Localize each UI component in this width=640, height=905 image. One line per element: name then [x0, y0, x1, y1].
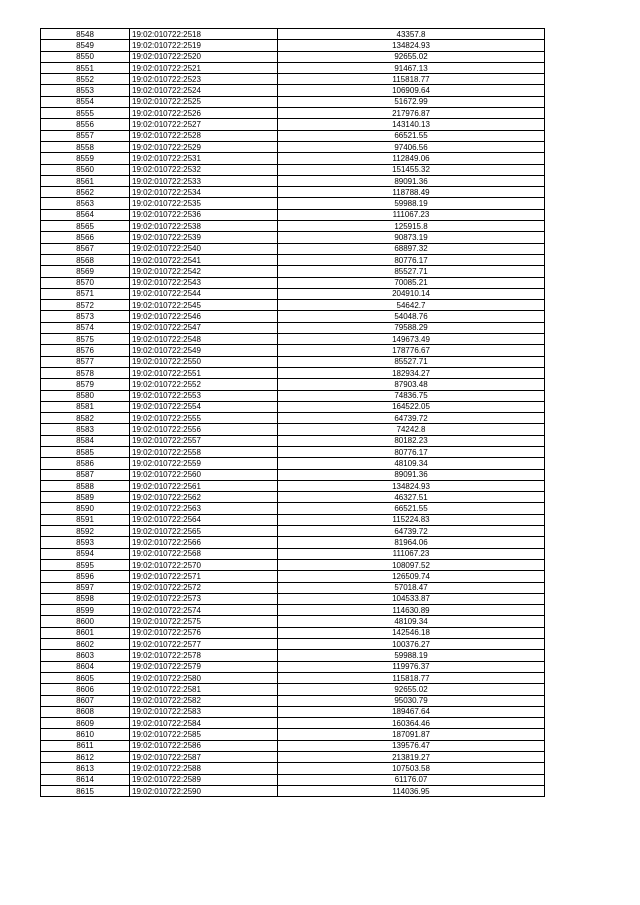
- table-row: [41, 571, 545, 582]
- cadastral-number-cell: 19:02:010722:2590: [130, 785, 278, 796]
- row-number-cell: 8591: [41, 514, 130, 525]
- cadastral-number-cell: 19:02:010722:2533: [130, 175, 278, 186]
- cadastral-number-cell: 19:02:010722:2578: [130, 650, 278, 661]
- cadastral-number-cell: 19:02:010722:2519: [130, 40, 278, 51]
- table-row: [41, 559, 545, 570]
- table-row: [41, 175, 545, 186]
- amount-cell: 85527.71: [278, 266, 545, 277]
- amount-cell: 182934.27: [278, 367, 545, 378]
- cadastral-number-cell: 19:02:010722:2554: [130, 401, 278, 412]
- amount-cell: 115818.77: [278, 672, 545, 683]
- row-number-cell: 8577: [41, 356, 130, 367]
- amount-cell: 115818.77: [278, 74, 545, 85]
- amount-cell: 80776.17: [278, 446, 545, 457]
- amount-cell: 217976.87: [278, 108, 545, 119]
- row-number-cell: 8594: [41, 548, 130, 559]
- row-number-cell: 8596: [41, 571, 130, 582]
- table-row: [41, 661, 545, 672]
- table-row: [41, 593, 545, 604]
- row-number-cell: 8551: [41, 62, 130, 73]
- amount-cell: 142546.18: [278, 627, 545, 638]
- row-number-cell: 8609: [41, 718, 130, 729]
- table-row: [41, 29, 545, 40]
- cadastral-number-cell: 19:02:010722:2536: [130, 209, 278, 220]
- row-number-cell: 8592: [41, 526, 130, 537]
- table-row: [41, 209, 545, 220]
- cadastral-number-cell: 19:02:010722:2588: [130, 763, 278, 774]
- cadastral-number-cell: 19:02:010722:2558: [130, 446, 278, 457]
- table-row: [41, 458, 545, 469]
- table-row: [41, 345, 545, 356]
- cadastral-number-cell: 19:02:010722:2553: [130, 390, 278, 401]
- row-number-cell: 8586: [41, 458, 130, 469]
- cadastral-number-cell: 19:02:010722:2556: [130, 424, 278, 435]
- row-number-cell: 8581: [41, 401, 130, 412]
- cadastral-number-cell: 19:02:010722:2534: [130, 187, 278, 198]
- amount-cell: 80776.17: [278, 254, 545, 265]
- table-row: [41, 311, 545, 322]
- cadastral-number-cell: 19:02:010722:2548: [130, 334, 278, 345]
- table-row: [41, 605, 545, 616]
- row-number-cell: 8561: [41, 175, 130, 186]
- amount-cell: 46327.51: [278, 492, 545, 503]
- table-row: [41, 672, 545, 683]
- cadastral-number-cell: 19:02:010722:2551: [130, 367, 278, 378]
- table-row: [41, 492, 545, 503]
- table-row: [41, 367, 545, 378]
- table-row: [41, 774, 545, 785]
- row-number-cell: 8597: [41, 582, 130, 593]
- amount-cell: 81964.06: [278, 537, 545, 548]
- amount-cell: 70085.21: [278, 277, 545, 288]
- row-number-cell: 8613: [41, 763, 130, 774]
- row-number-cell: 8565: [41, 221, 130, 232]
- row-number-cell: 8604: [41, 661, 130, 672]
- table-row: [41, 514, 545, 525]
- amount-cell: 79588.29: [278, 322, 545, 333]
- cadastral-number-cell: 19:02:010722:2571: [130, 571, 278, 582]
- cadastral-number-cell: 19:02:010722:2575: [130, 616, 278, 627]
- table-row: [41, 401, 545, 412]
- row-number-cell: 8584: [41, 435, 130, 446]
- amount-cell: 111067.23: [278, 548, 545, 559]
- data-table: [40, 28, 545, 797]
- cadastral-number-cell: 19:02:010722:2555: [130, 413, 278, 424]
- cadastral-number-cell: 19:02:010722:2576: [130, 627, 278, 638]
- cadastral-number-cell: 19:02:010722:2547: [130, 322, 278, 333]
- amount-cell: 89091.36: [278, 469, 545, 480]
- row-number-cell: 8574: [41, 322, 130, 333]
- table-row: [41, 582, 545, 593]
- table-row: [41, 650, 545, 661]
- table-row: [41, 639, 545, 650]
- table-row: [41, 480, 545, 491]
- cadastral-number-cell: 19:02:010722:2587: [130, 752, 278, 763]
- table-row: [41, 752, 545, 763]
- cadastral-number-cell: 19:02:010722:2582: [130, 695, 278, 706]
- cadastral-number-cell: 19:02:010722:2562: [130, 492, 278, 503]
- table-row: [41, 435, 545, 446]
- row-number-cell: 8564: [41, 209, 130, 220]
- row-number-cell: 8580: [41, 390, 130, 401]
- cadastral-number-cell: 19:02:010722:2549: [130, 345, 278, 356]
- row-number-cell: 8566: [41, 232, 130, 243]
- cadastral-number-cell: 19:02:010722:2552: [130, 379, 278, 390]
- row-number-cell: 8571: [41, 288, 130, 299]
- amount-cell: 107503.58: [278, 763, 545, 774]
- table-row: [41, 74, 545, 85]
- cadastral-number-cell: 19:02:010722:2543: [130, 277, 278, 288]
- table-row: [41, 627, 545, 638]
- amount-cell: 66521.55: [278, 130, 545, 141]
- amount-cell: 108097.52: [278, 559, 545, 570]
- cadastral-number-cell: 19:02:010722:2559: [130, 458, 278, 469]
- cadastral-number-cell: 19:02:010722:2527: [130, 119, 278, 130]
- amount-cell: 114630.89: [278, 605, 545, 616]
- row-number-cell: 8602: [41, 639, 130, 650]
- cadastral-number-cell: 19:02:010722:2584: [130, 718, 278, 729]
- table-row: [41, 141, 545, 152]
- table-row: [41, 96, 545, 107]
- table-row: [41, 503, 545, 514]
- cadastral-number-cell: 19:02:010722:2520: [130, 51, 278, 62]
- row-number-cell: 8570: [41, 277, 130, 288]
- table-row: [41, 85, 545, 96]
- cadastral-number-cell: 19:02:010722:2541: [130, 254, 278, 265]
- table-row: [41, 334, 545, 345]
- row-number-cell: 8555: [41, 108, 130, 119]
- row-number-cell: 8614: [41, 774, 130, 785]
- amount-cell: 134824.93: [278, 480, 545, 491]
- cadastral-number-cell: 19:02:010722:2580: [130, 672, 278, 683]
- table-row: [41, 616, 545, 627]
- table-row: [41, 424, 545, 435]
- table-row: [41, 526, 545, 537]
- cadastral-number-cell: 19:02:010722:2585: [130, 729, 278, 740]
- table-row: [41, 390, 545, 401]
- row-number-cell: 8583: [41, 424, 130, 435]
- amount-cell: 87903.48: [278, 379, 545, 390]
- table-row: [41, 763, 545, 774]
- table-row: [41, 277, 545, 288]
- amount-cell: 74836.75: [278, 390, 545, 401]
- row-number-cell: 8588: [41, 480, 130, 491]
- amount-cell: 54048.76: [278, 311, 545, 322]
- row-number-cell: 8575: [41, 334, 130, 345]
- table-row: [41, 119, 545, 130]
- row-number-cell: 8562: [41, 187, 130, 198]
- table-row: [41, 288, 545, 299]
- row-number-cell: 8557: [41, 130, 130, 141]
- row-number-cell: 8573: [41, 311, 130, 322]
- amount-cell: 97406.56: [278, 141, 545, 152]
- row-number-cell: 8549: [41, 40, 130, 51]
- cadastral-number-cell: 19:02:010722:2539: [130, 232, 278, 243]
- amount-cell: 64739.72: [278, 526, 545, 537]
- table-row: [41, 706, 545, 717]
- table-row: [41, 695, 545, 706]
- row-number-cell: 8600: [41, 616, 130, 627]
- amount-cell: 74242.8: [278, 424, 545, 435]
- amount-cell: 139576.47: [278, 740, 545, 751]
- row-number-cell: 8595: [41, 559, 130, 570]
- row-number-cell: 8548: [41, 29, 130, 40]
- cadastral-number-cell: 19:02:010722:2524: [130, 85, 278, 96]
- row-number-cell: 8569: [41, 266, 130, 277]
- amount-cell: 114036.95: [278, 785, 545, 796]
- row-number-cell: 8572: [41, 300, 130, 311]
- amount-cell: 115224.83: [278, 514, 545, 525]
- cadastral-number-cell: 19:02:010722:2526: [130, 108, 278, 119]
- row-number-cell: 8611: [41, 740, 130, 751]
- row-number-cell: 8598: [41, 593, 130, 604]
- row-number-cell: 8582: [41, 413, 130, 424]
- amount-cell: 178776.67: [278, 345, 545, 356]
- amount-cell: 92655.02: [278, 684, 545, 695]
- amount-cell: 57018.47: [278, 582, 545, 593]
- cadastral-number-cell: 19:02:010722:2523: [130, 74, 278, 85]
- table-row: [41, 785, 545, 796]
- row-number-cell: 8550: [41, 51, 130, 62]
- table-row: [41, 729, 545, 740]
- cadastral-number-cell: 19:02:010722:2560: [130, 469, 278, 480]
- amount-cell: 125915.8: [278, 221, 545, 232]
- cadastral-number-cell: 19:02:010722:2574: [130, 605, 278, 616]
- table-row: [41, 322, 545, 333]
- row-number-cell: 8554: [41, 96, 130, 107]
- row-number-cell: 8603: [41, 650, 130, 661]
- amount-cell: 119976.37: [278, 661, 545, 672]
- cadastral-number-cell: 19:02:010722:2568: [130, 548, 278, 559]
- cadastral-number-cell: 19:02:010722:2589: [130, 774, 278, 785]
- row-number-cell: 8607: [41, 695, 130, 706]
- row-number-cell: 8585: [41, 446, 130, 457]
- table-row: [41, 187, 545, 198]
- row-number-cell: 8559: [41, 153, 130, 164]
- amount-cell: 59988.19: [278, 198, 545, 209]
- table-row: [41, 684, 545, 695]
- row-number-cell: 8590: [41, 503, 130, 514]
- cadastral-number-cell: 19:02:010722:2579: [130, 661, 278, 672]
- amount-cell: 90873.19: [278, 232, 545, 243]
- row-number-cell: 8606: [41, 684, 130, 695]
- table-row: [41, 62, 545, 73]
- amount-cell: 204910.14: [278, 288, 545, 299]
- amount-cell: 92655.02: [278, 51, 545, 62]
- amount-cell: 61176.07: [278, 774, 545, 785]
- cadastral-number-cell: 19:02:010722:2546: [130, 311, 278, 322]
- cadastral-number-cell: 19:02:010722:2532: [130, 164, 278, 175]
- row-number-cell: 8558: [41, 141, 130, 152]
- cadastral-number-cell: 19:02:010722:2583: [130, 706, 278, 717]
- row-number-cell: 8593: [41, 537, 130, 548]
- cadastral-number-cell: 19:02:010722:2538: [130, 221, 278, 232]
- cadastral-number-cell: 19:02:010722:2529: [130, 141, 278, 152]
- table-row: [41, 537, 545, 548]
- cadastral-number-cell: 19:02:010722:2525: [130, 96, 278, 107]
- amount-cell: 66521.55: [278, 503, 545, 514]
- cadastral-number-cell: 19:02:010722:2565: [130, 526, 278, 537]
- amount-cell: 95030.79: [278, 695, 545, 706]
- amount-cell: 100376.27: [278, 639, 545, 650]
- table-row: [41, 718, 545, 729]
- row-number-cell: 8578: [41, 367, 130, 378]
- cadastral-number-cell: 19:02:010722:2564: [130, 514, 278, 525]
- table-row: [41, 446, 545, 457]
- row-number-cell: 8599: [41, 605, 130, 616]
- amount-cell: 111067.23: [278, 209, 545, 220]
- amount-cell: 112849.06: [278, 153, 545, 164]
- row-number-cell: 8587: [41, 469, 130, 480]
- row-number-cell: 8608: [41, 706, 130, 717]
- table-row: [41, 300, 545, 311]
- row-number-cell: 8567: [41, 243, 130, 254]
- table-row: [41, 243, 545, 254]
- amount-cell: 85527.71: [278, 356, 545, 367]
- amount-cell: 151455.32: [278, 164, 545, 175]
- amount-cell: 189467.64: [278, 706, 545, 717]
- table-row: [41, 232, 545, 243]
- cadastral-number-cell: 19:02:010722:2531: [130, 153, 278, 164]
- amount-cell: 106909.64: [278, 85, 545, 96]
- row-number-cell: 8615: [41, 785, 130, 796]
- cadastral-number-cell: 19:02:010722:2528: [130, 130, 278, 141]
- row-number-cell: 8601: [41, 627, 130, 638]
- amount-cell: 160364.46: [278, 718, 545, 729]
- amount-cell: 104533.87: [278, 593, 545, 604]
- cadastral-number-cell: 19:02:010722:2570: [130, 559, 278, 570]
- cadastral-number-cell: 19:02:010722:2540: [130, 243, 278, 254]
- amount-cell: 59988.19: [278, 650, 545, 661]
- cadastral-number-cell: 19:02:010722:2550: [130, 356, 278, 367]
- table-row: [41, 198, 545, 209]
- table-row: [41, 254, 545, 265]
- cadastral-number-cell: 19:02:010722:2518: [130, 29, 278, 40]
- cadastral-number-cell: 19:02:010722:2566: [130, 537, 278, 548]
- row-number-cell: 8579: [41, 379, 130, 390]
- amount-cell: 91467.13: [278, 62, 545, 73]
- row-number-cell: 8610: [41, 729, 130, 740]
- row-number-cell: 8556: [41, 119, 130, 130]
- amount-cell: 126509.74: [278, 571, 545, 582]
- amount-cell: 149673.49: [278, 334, 545, 345]
- cadastral-number-cell: 19:02:010722:2561: [130, 480, 278, 491]
- amount-cell: 51672.99: [278, 96, 545, 107]
- row-number-cell: 8560: [41, 164, 130, 175]
- row-number-cell: 8576: [41, 345, 130, 356]
- table-row: [41, 108, 545, 119]
- amount-cell: 43357.8: [278, 29, 545, 40]
- table-row: [41, 51, 545, 62]
- cadastral-number-cell: 19:02:010722:2586: [130, 740, 278, 751]
- cadastral-number-cell: 19:02:010722:2535: [130, 198, 278, 209]
- table-row: [41, 379, 545, 390]
- amount-cell: 213819.27: [278, 752, 545, 763]
- amount-cell: 143140.13: [278, 119, 545, 130]
- table-row: [41, 153, 545, 164]
- table-row: [41, 221, 545, 232]
- table-row: [41, 740, 545, 751]
- amount-cell: 187091.87: [278, 729, 545, 740]
- amount-cell: 80182.23: [278, 435, 545, 446]
- row-number-cell: 8553: [41, 85, 130, 96]
- amount-cell: 64739.72: [278, 413, 545, 424]
- cadastral-number-cell: 19:02:010722:2577: [130, 639, 278, 650]
- table-row: [41, 469, 545, 480]
- table-row: [41, 40, 545, 51]
- cadastral-number-cell: 19:02:010722:2545: [130, 300, 278, 311]
- amount-cell: 118788.49: [278, 187, 545, 198]
- row-number-cell: 8568: [41, 254, 130, 265]
- table-row: [41, 356, 545, 367]
- amount-cell: 89091.36: [278, 175, 545, 186]
- amount-cell: 54642.7: [278, 300, 545, 311]
- cadastral-number-cell: 19:02:010722:2573: [130, 593, 278, 604]
- amount-cell: 134824.93: [278, 40, 545, 51]
- row-number-cell: 8589: [41, 492, 130, 503]
- cadastral-number-cell: 19:02:010722:2572: [130, 582, 278, 593]
- table-row: [41, 413, 545, 424]
- row-number-cell: 8563: [41, 198, 130, 209]
- table-body: [41, 29, 545, 797]
- amount-cell: 164522.05: [278, 401, 545, 412]
- row-number-cell: 8605: [41, 672, 130, 683]
- row-number-cell: 8612: [41, 752, 130, 763]
- cadastral-number-cell: 19:02:010722:2521: [130, 62, 278, 73]
- cadastral-number-cell: 19:02:010722:2557: [130, 435, 278, 446]
- table-row: [41, 130, 545, 141]
- cadastral-number-cell: 19:02:010722:2563: [130, 503, 278, 514]
- amount-cell: 68897.32: [278, 243, 545, 254]
- table-row: [41, 266, 545, 277]
- amount-cell: 48109.34: [278, 616, 545, 627]
- cadastral-number-cell: 19:02:010722:2542: [130, 266, 278, 277]
- table-row: [41, 548, 545, 559]
- cadastral-number-cell: 19:02:010722:2581: [130, 684, 278, 695]
- cadastral-number-cell: 19:02:010722:2544: [130, 288, 278, 299]
- row-number-cell: 8552: [41, 74, 130, 85]
- table-row: [41, 164, 545, 175]
- amount-cell: 48109.34: [278, 458, 545, 469]
